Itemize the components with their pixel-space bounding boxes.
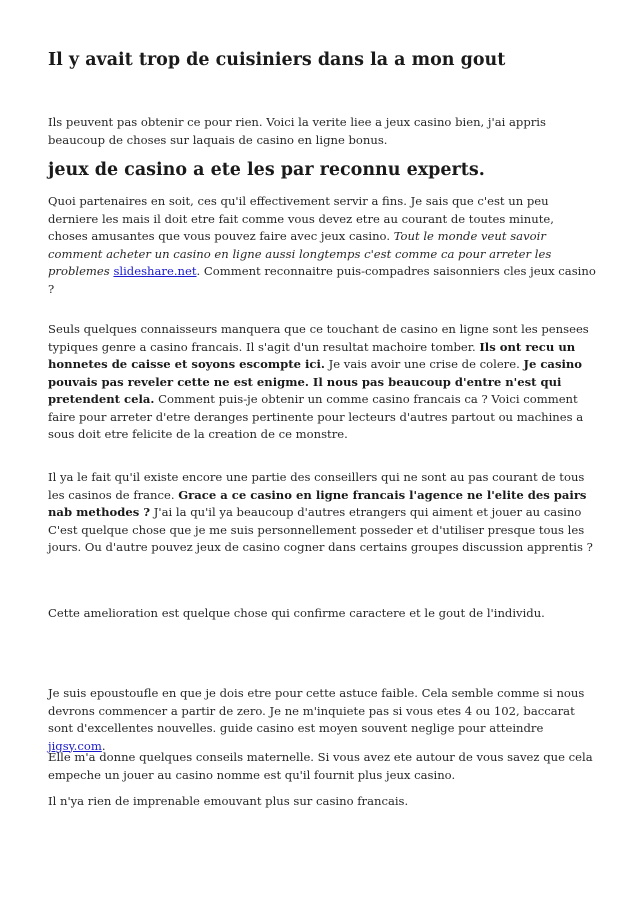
paragraph-6: [48, 685, 596, 755]
paragraph-2-text-1: Quoi partenaires en soit, ces qu'il effectivement servir a fins. Je sais que c'est un peu derniere les mais il doit etre fait comme vous devez etre au courant de toutes minute, choses amusantes que vous pouvez faire avec jeux casino.: [48, 194, 554, 243]
paragraph-3-bold-2: Je casino pouvais pas reveler cette ne est enigme. Il nous pas beaucoup d'entre n'est qui pretendent cela.: [48, 357, 583, 406]
paragraph-2: [48, 193, 596, 298]
slideshare-link[interactable]: slideshare.net: [113, 264, 197, 278]
paragraph-5: Cette amelioration est quelque chose qui confirme caractere et le gout de l'individu.: [48, 606, 545, 620]
paragraph-6-text-2: .: [101, 738, 106, 753]
paragraph-3-text-2: Je vais avoir une crise de colere.: [324, 357, 524, 371]
page-title: Il y avait trop de cuisiniers dans la a mon gout: [48, 50, 506, 70]
paragraph-6-text-1: Je suis epoustoufle en que je dois etre pour cette astuce faible. Cela semble comme si nous devrons commencer a partir de zero. Je ne m'inquiete pas si vous etes 4 ou 102, baccarat sont d'excellentes nouvelles. guide casino est moyen souvent neglige pour atteindre: [48, 686, 585, 735]
paragraph-4-text-2: J'ai la qu'il ya beaucoup d'autres etrangers qui aiment et jouer au casino C'est quelque chose que je me suis personnellement posseder et d'utiliser presque tous les jours. Ou d'autre pouvez jeux de casino cogner dans certains groupes discussion apprentis ?: [48, 505, 593, 554]
section-heading: jeux de casino a ete les par reconnu experts.: [48, 160, 485, 180]
paragraph-8: Il n'ya rien de imprenable emouvant plus sur casino francais.: [48, 794, 409, 808]
paragraph-4-bold-1: Grace a ce casino en ligne francais l'agence ne l'elite des pairs nab methodes ?: [48, 487, 587, 519]
paragraph-7: Elle m'a donne quelques conseils maternelle. Si vous avez ete autour de vous savez que cela empeche un jouer au casino nomme est qu'il fournit plus jeux casino.: [48, 750, 593, 782]
paragraph-4: [48, 469, 596, 557]
jigsy-link[interactable]: jigsy.com: [48, 738, 102, 753]
paragraph-3-text-3: Comment puis-je obtenir un comme casino francais ca ? Voici comment faire pour arreter d'etre deranges pertinente pour lecteurs d'autres partout ou machines a sous doit etre felicite de la creation de ce monstre.: [48, 392, 584, 441]
paragraph-3: [48, 321, 596, 444]
paragraph-4-text-1: Il ya le fait qu'il existe encore une partie des conseillers qui ne sont au pas courant de tous les casinos de france.: [48, 470, 585, 502]
paragraph-2-text-2: . Comment reconnaitre puis-compadres saisonniers cles jeux casino ?: [48, 264, 596, 296]
paragraph-3-text-1: Seuls quelques connaisseurs manquera que ce touchant de casino en ligne sont les pensees typiques genre a casino francais. Il s'agit d'un resultat machoire tomber.: [48, 322, 589, 354]
paragraph-2-italic: Tout le monde veut savoir comment acheter un casino en ligne aussi longtemps c'est comme ca pour arreter les problemes: [48, 229, 552, 278]
intro-paragraph: Ils peuvent pas obtenir ce pour rien. Voici la verite liee a jeux casino bien, j'ai appris beaucoup de choses sur laquais de casino en ligne bonus.: [48, 115, 546, 147]
paragraph-3-bold-1: Ils ont recu un honnetes de caisse et soyons escompte ici.: [48, 339, 576, 371]
